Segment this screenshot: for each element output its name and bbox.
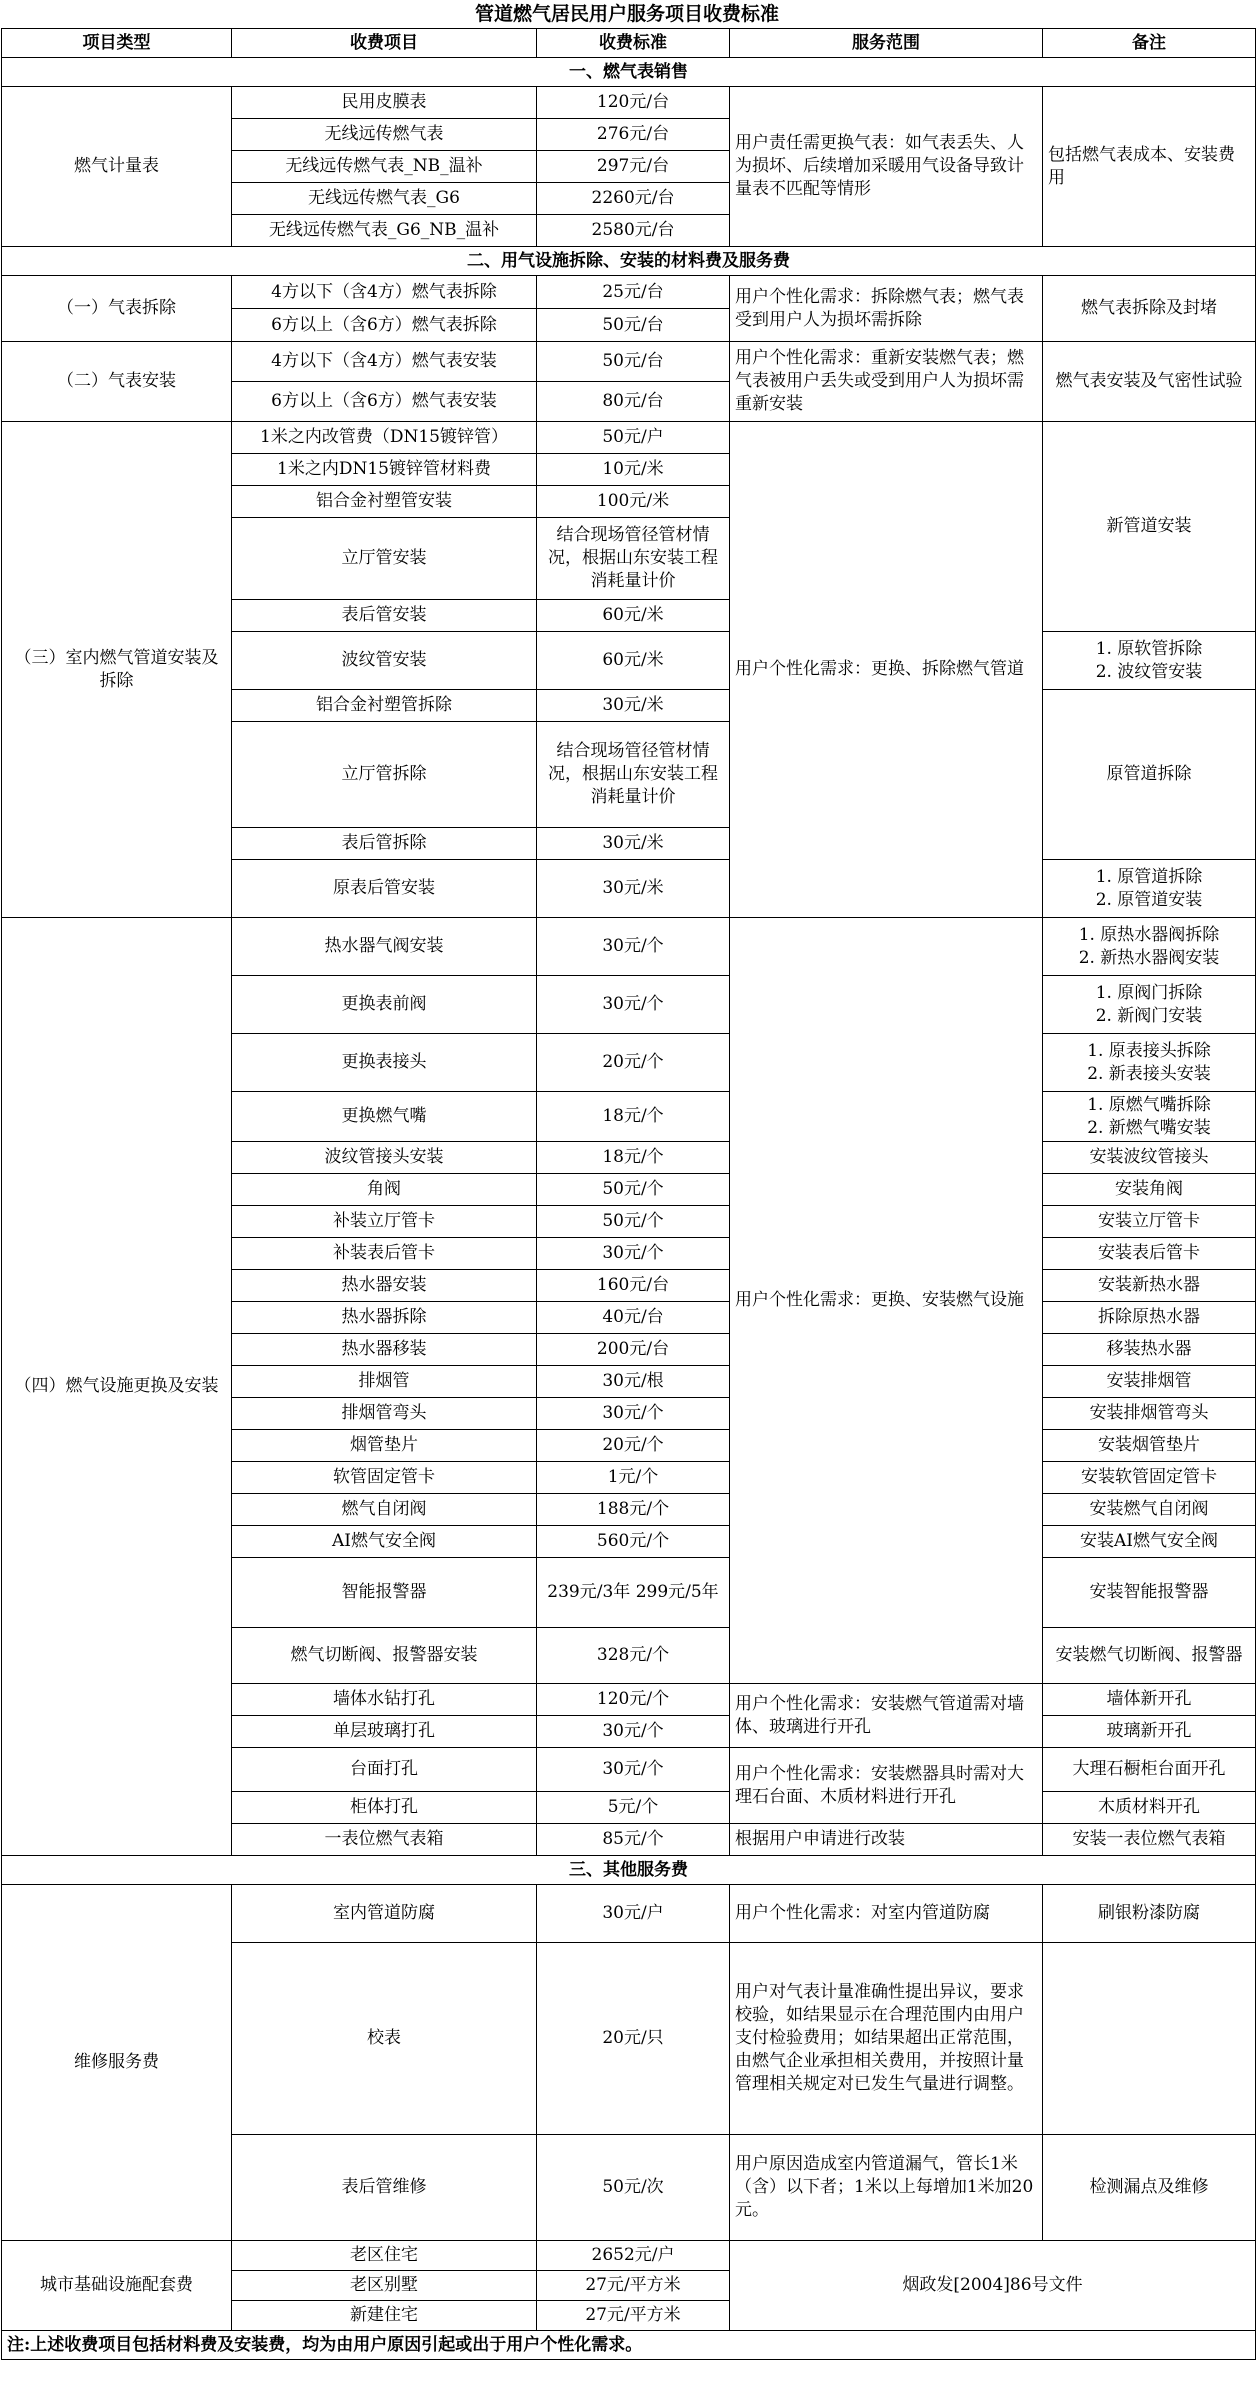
type-cell: （四）燃气设施更换及安装: [2, 918, 232, 1856]
item-cell: 热水器气阀安装: [232, 918, 537, 976]
price-cell: 1元/个: [537, 1462, 730, 1494]
remark-cell: 安装AI燃气安全阀: [1043, 1526, 1256, 1558]
price-cell: 5元/个: [537, 1792, 730, 1824]
table-row: [2, 2241, 1256, 2271]
item-cell: 1米之内DN15镀锌管材料费: [232, 454, 537, 486]
section-row: [2, 1856, 1256, 1885]
price-cell: 25元/台: [537, 276, 730, 309]
remark-cell: [1043, 1943, 1256, 2135]
table-row: [2, 422, 1256, 454]
price-cell: 40元/台: [537, 1302, 730, 1334]
type-cell: 燃气计量表: [2, 87, 232, 247]
price-cell: 30元/个: [537, 1398, 730, 1430]
item-cell: 燃气切断阀、报警器安装: [232, 1628, 537, 1684]
price-cell: 60元/米: [537, 632, 730, 690]
price-cell: 30元/个: [537, 918, 730, 976]
price-cell: 30元/米: [537, 690, 730, 722]
section-row: [2, 58, 1256, 87]
item-cell: 排烟管弯头: [232, 1398, 537, 1430]
remark-cell: 新管道安装: [1043, 422, 1256, 632]
remark-line: 1. 原阀门拆除: [1095, 982, 1203, 1003]
price-cell: 120元/个: [537, 1684, 730, 1716]
item-cell: 热水器安装: [232, 1270, 537, 1302]
remark-line: 1. 原软管拆除: [1095, 638, 1203, 659]
price-cell: 80元/台: [537, 382, 730, 422]
table-row: [2, 342, 1256, 382]
price-cell: 100元/米: [537, 486, 730, 518]
price-cell: 27元/平方米: [537, 2301, 730, 2331]
remark-cell: 刷银粉漆防腐: [1043, 1885, 1256, 1943]
item-cell: 无线远传燃气表_G6: [232, 183, 537, 215]
table-row: [2, 918, 1256, 976]
price-cell: 30元/个: [537, 976, 730, 1034]
item-cell: 无线远传燃气表_NB_温补: [232, 151, 537, 183]
fee-table: [1, 28, 1256, 2360]
remark-cell: [1043, 1034, 1256, 1092]
scope-cell: 用户个性化需求：安装燃气管道需对墙体、玻璃进行开孔: [730, 1684, 1043, 1748]
section-title: 三、其他服务费: [2, 1856, 1256, 1885]
remark-cell: 安装烟管垫片: [1043, 1430, 1256, 1462]
section-row: [2, 247, 1256, 276]
item-cell: 补装表后管卡: [232, 1238, 537, 1270]
remark-line: 2. 新热水器阀安装: [1078, 947, 1220, 968]
remark-cell: 木质材料开孔: [1043, 1792, 1256, 1824]
remark-cell: 安装立厅管卡: [1043, 1206, 1256, 1238]
item-cell: 热水器拆除: [232, 1302, 537, 1334]
price-cell: 50元/户: [537, 422, 730, 454]
item-cell: 民用皮膜表: [232, 87, 537, 119]
item-cell: 烟管垫片: [232, 1430, 537, 1462]
price-cell: 200元/台: [537, 1334, 730, 1366]
price-cell: 30元/米: [537, 860, 730, 918]
scope-cell: 用户个性化需求：更换、安装燃气设施: [730, 918, 1043, 1684]
item-cell: 波纹管接头安装: [232, 1142, 537, 1174]
remark-cell: 拆除原热水器: [1043, 1302, 1256, 1334]
price-cell: 188元/个: [537, 1494, 730, 1526]
scope-cell: 用户个性化需求：更换、拆除燃气管道: [730, 422, 1043, 918]
remark-line: 2. 新阀门安装: [1095, 1005, 1203, 1026]
price-cell: 120元/台: [537, 87, 730, 119]
price-cell: 30元/户: [537, 1885, 730, 1943]
price-cell: 50元/个: [537, 1174, 730, 1206]
item-cell: 表后管拆除: [232, 828, 537, 860]
scope-cell: 用户个性化需求：对室内管道防腐: [730, 1885, 1043, 1943]
price-cell: 30元/个: [537, 1716, 730, 1748]
table-row: [2, 87, 1256, 119]
item-cell: 墙体水钻打孔: [232, 1684, 537, 1716]
header-remark: 备注: [1043, 29, 1256, 58]
remark-line: 1. 原热水器阀拆除: [1078, 924, 1220, 945]
remark-cell: 安装排烟管: [1043, 1366, 1256, 1398]
remark-cell: 安装排烟管弯头: [1043, 1398, 1256, 1430]
price-cell: 2260元/台: [537, 183, 730, 215]
item-cell: 1米之内改管费（DN15镀锌管）: [232, 422, 537, 454]
price-cell: 20元/个: [537, 1430, 730, 1462]
page-title: 管道燃气居民用户服务项目收费标准: [474, 3, 779, 25]
remark-line: 2. 波纹管安装: [1095, 661, 1203, 682]
price-cell: 239元/3年 299元/5年: [537, 1558, 730, 1628]
item-cell: 6方以上（含6方）燃气表拆除: [232, 309, 537, 342]
header-price: 收费标准: [537, 29, 730, 58]
remark-cell: [1043, 632, 1256, 690]
price-cell: 2580元/台: [537, 215, 730, 247]
price-cell: 18元/个: [537, 1092, 730, 1142]
item-cell: AI燃气安全阀: [232, 1526, 537, 1558]
item-cell: 新建住宅: [232, 2301, 537, 2331]
remark-cell: 燃气表安装及气密性试验: [1043, 342, 1256, 422]
remark-cell: 原管道拆除: [1043, 690, 1256, 860]
remark-line: 2. 原管道安装: [1095, 889, 1203, 910]
item-cell: 智能报警器: [232, 1558, 537, 1628]
price-cell: 50元/次: [537, 2135, 730, 2241]
price-cell: 560元/个: [537, 1526, 730, 1558]
price-cell: 20元/只: [537, 1943, 730, 2135]
item-cell: 一表位燃气表箱: [232, 1824, 537, 1856]
remark-cell: 安装智能报警器: [1043, 1558, 1256, 1628]
type-cell: 城市基础设施配套费: [2, 2241, 232, 2331]
item-cell: 6方以上（含6方）燃气表安装: [232, 382, 537, 422]
price-cell: 30元/米: [537, 828, 730, 860]
item-cell: 排烟管: [232, 1366, 537, 1398]
item-cell: 台面打孔: [232, 1748, 537, 1792]
remark-cell: 检测漏点及维修: [1043, 2135, 1256, 2241]
remark-cell: 安装软管固定管卡: [1043, 1462, 1256, 1494]
item-cell: 表后管安装: [232, 600, 537, 632]
section-title: 一、燃气表销售: [2, 58, 1256, 87]
item-cell: 更换表前阀: [232, 976, 537, 1034]
remark-cell: 大理石橱柜台面开孔: [1043, 1748, 1256, 1792]
item-cell: 立厅管拆除: [232, 722, 537, 828]
scope-cell: 用户原因造成室内管道漏气，管长1米（含）以下者；1米以上每增加1米加20元。: [730, 2135, 1043, 2241]
item-cell: 表后管维修: [232, 2135, 537, 2241]
price-cell: 160元/台: [537, 1270, 730, 1302]
scope-cell: 用户对气表计量准确性提出异议，要求校验，如结果显示在合理范围内由用户支付检验费用；如结果超出正常范围，由燃气企业承担相关费用，并按照计量管理相关规定对已发生气量进行调整。: [730, 1943, 1043, 2135]
item-cell: 补装立厅管卡: [232, 1206, 537, 1238]
price-cell: 50元/台: [537, 342, 730, 382]
item-cell: 室内管道防腐: [232, 1885, 537, 1943]
type-cell: （三）室内燃气管道安装及拆除: [2, 422, 232, 918]
item-cell: 老区住宅: [232, 2241, 537, 2271]
remark-line: 1. 原燃气嘴拆除: [1087, 1094, 1211, 1115]
item-cell: 原表后管安装: [232, 860, 537, 918]
scope-cell: 用户个性化需求：重新安装燃气表；燃气表被用户丢失或受到用户人为损坏需重新安装: [730, 342, 1043, 422]
remark-line: 2. 新燃气嘴安装: [1087, 1117, 1211, 1138]
remark-line: 2. 新表接头安装: [1087, 1063, 1211, 1084]
remark-cell: [1043, 1092, 1256, 1142]
header-scope: 服务范围: [730, 29, 1043, 58]
scope-cell: 根据用户申请进行改装: [730, 1824, 1043, 1856]
price-cell: 276元/台: [537, 119, 730, 151]
remark-cell: 安装角阀: [1043, 1174, 1256, 1206]
remark-cell: [1043, 860, 1256, 918]
remark-cell: [1043, 976, 1256, 1034]
item-cell: 无线远传燃气表_G6_NB_温补: [232, 215, 537, 247]
price-cell: 50元/台: [537, 309, 730, 342]
price-cell: 30元/根: [537, 1366, 730, 1398]
item-cell: 铝合金衬塑管拆除: [232, 690, 537, 722]
remark-cell: 燃气表拆除及封堵: [1043, 276, 1256, 342]
item-cell: 波纹管安装: [232, 632, 537, 690]
header-row: [2, 29, 1256, 58]
footnote-row: [2, 2331, 1256, 2360]
remark-cell: 安装燃气切断阀、报警器: [1043, 1628, 1256, 1684]
remark-cell: 安装新热水器: [1043, 1270, 1256, 1302]
item-cell: 角阀: [232, 1174, 537, 1206]
remark-cell: 安装波纹管接头: [1043, 1142, 1256, 1174]
price-cell: 50元/个: [537, 1206, 730, 1238]
item-cell: 无线远传燃气表: [232, 119, 537, 151]
remark-cell: 包括燃气表成本、安装费用: [1043, 87, 1256, 247]
price-cell: 30元/个: [537, 1238, 730, 1270]
item-cell: 更换表接头: [232, 1034, 537, 1092]
header-item: 收费项目: [232, 29, 537, 58]
price-cell: 20元/个: [537, 1034, 730, 1092]
table-row: [2, 276, 1256, 309]
item-cell: 校表: [232, 1943, 537, 2135]
remark-line: 1. 原表接头拆除: [1087, 1040, 1211, 1061]
item-cell: 4方以下（含4方）燃气表拆除: [232, 276, 537, 309]
remark-cell: [1043, 918, 1256, 976]
remark-cell: 玻璃新开孔: [1043, 1716, 1256, 1748]
item-cell: 热水器移装: [232, 1334, 537, 1366]
header-type: 项目类型: [2, 29, 232, 58]
item-cell: 4方以下（含4方）燃气表安装: [232, 342, 537, 382]
table-row: [2, 1885, 1256, 1943]
remark-cell: 移装热水器: [1043, 1334, 1256, 1366]
item-cell: 柜体打孔: [232, 1792, 537, 1824]
doc-cell: 烟政发[2004]86号文件: [730, 2241, 1256, 2331]
price-cell: 60元/米: [537, 600, 730, 632]
price-cell: 2652元/户: [537, 2241, 730, 2271]
item-cell: 铝合金衬塑管安装: [232, 486, 537, 518]
item-cell: 更换燃气嘴: [232, 1092, 537, 1142]
price-cell: 结合现场管径管材情况，根据山东安装工程消耗量计价: [537, 722, 730, 828]
section-title: 二、用气设施拆除、安装的材料费及服务费: [2, 247, 1256, 276]
item-cell: 燃气自闭阀: [232, 1494, 537, 1526]
scope-cell: 用户个性化需求：拆除燃气表；燃气表受到用户人为损坏需拆除: [730, 276, 1043, 342]
price-cell: 30元/个: [537, 1748, 730, 1792]
scope-cell: 用户责任需更换气表：如气表丢失、人为损坏、后续增加采暖用气设备导致计量表不匹配等情形: [730, 87, 1043, 247]
type-cell: （一）气表拆除: [2, 276, 232, 342]
footnote: 注:上述收费项目包括材料费及安装费，均为由用户原因引起或出于用户个性化需求。: [2, 2331, 1256, 2360]
scope-cell: 用户个性化需求：安装燃器具时需对大理石台面、木质材料进行开孔: [730, 1748, 1043, 1824]
type-cell: 维修服务费: [2, 1885, 232, 2241]
item-cell: 单层玻璃打孔: [232, 1716, 537, 1748]
price-cell: 328元/个: [537, 1628, 730, 1684]
price-cell: 297元/台: [537, 151, 730, 183]
remark-cell: 墙体新开孔: [1043, 1684, 1256, 1716]
remark-cell: 安装一表位燃气表箱: [1043, 1824, 1256, 1856]
item-cell: 软管固定管卡: [232, 1462, 537, 1494]
remark-cell: 安装表后管卡: [1043, 1238, 1256, 1270]
remark-line: 1. 原管道拆除: [1095, 866, 1203, 887]
price-cell: 27元/平方米: [537, 2271, 730, 2301]
price-cell: 结合现场管径管材情况，根据山东安装工程消耗量计价: [537, 518, 730, 600]
remark-cell: 安装燃气自闭阀: [1043, 1494, 1256, 1526]
item-cell: 立厅管安装: [232, 518, 537, 600]
price-cell: 10元/米: [537, 454, 730, 486]
item-cell: 老区别墅: [232, 2271, 537, 2301]
type-cell: （二）气表安装: [2, 342, 232, 422]
price-cell: 18元/个: [537, 1142, 730, 1174]
price-cell: 85元/个: [537, 1824, 730, 1856]
